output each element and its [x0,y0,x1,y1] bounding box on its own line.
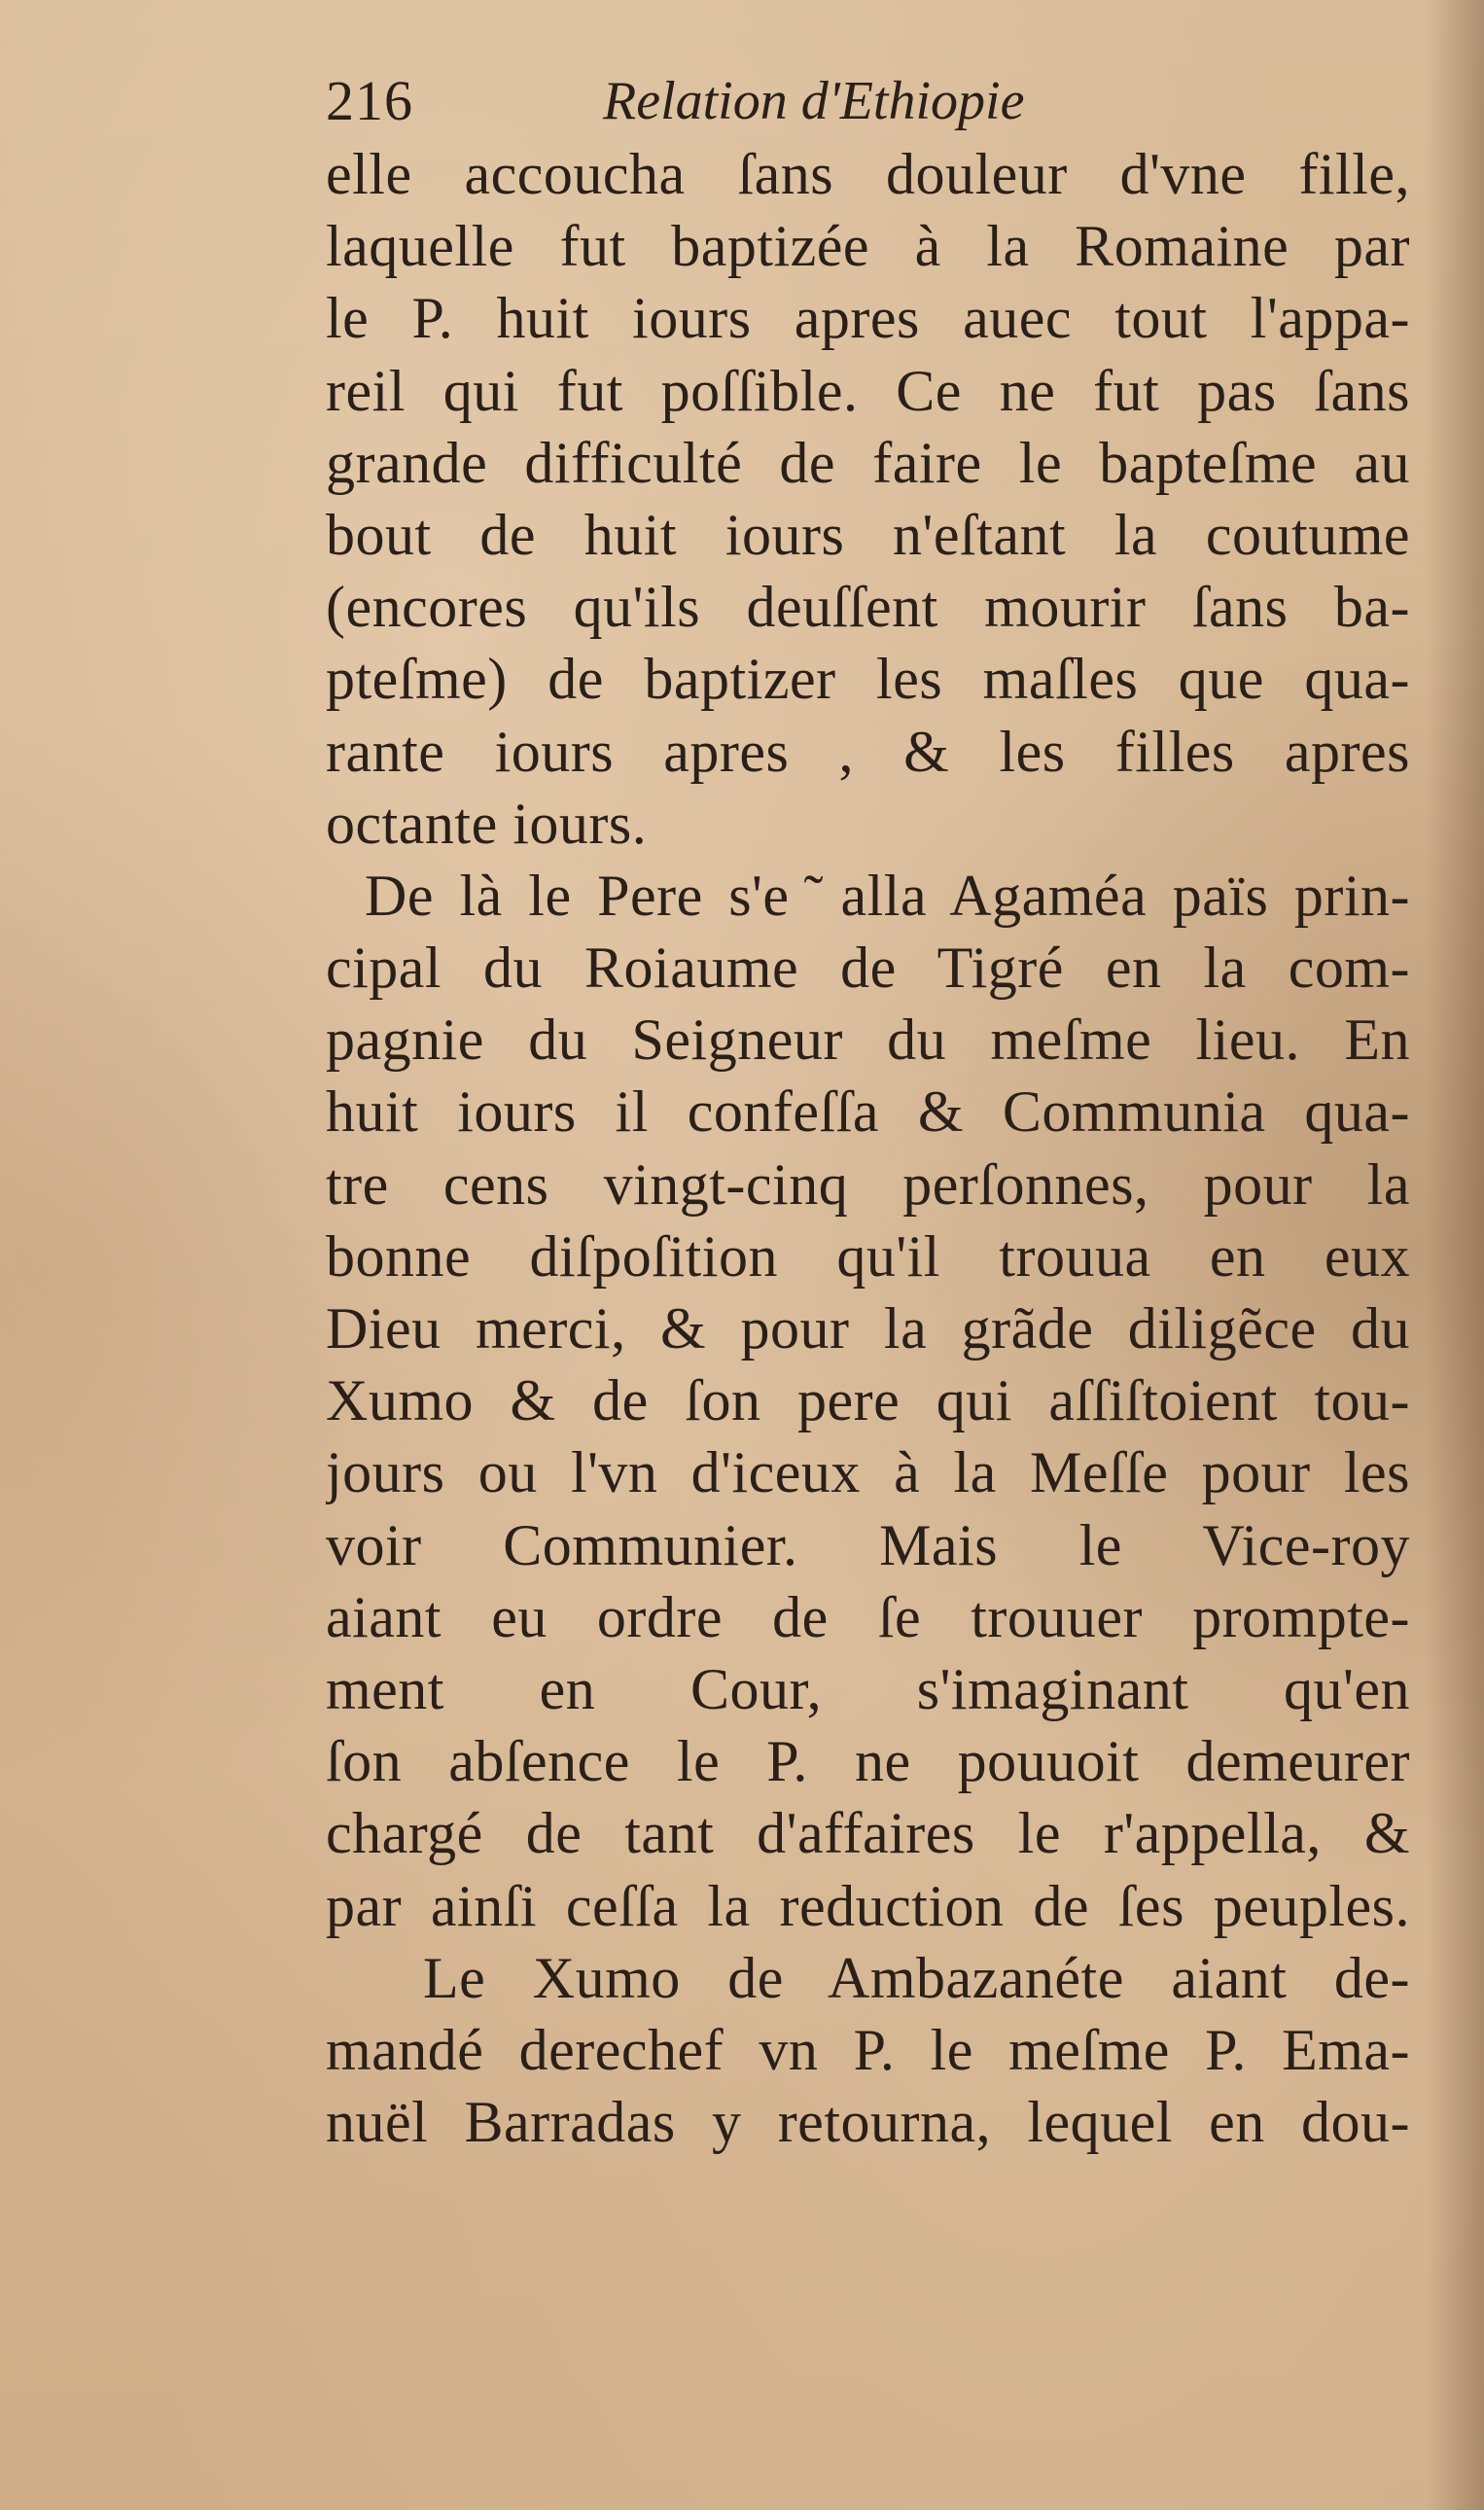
text-line: par ainſi ceſſa la reduction de ſes peuples. [326,1873,1410,1938]
page-header [326,58,1405,146]
text-line: voir Communier. Mais le Vice-roy [326,1512,1410,1577]
running-title: Relation d'Ethiopie [603,71,1025,131]
text-line: octante iours. [326,791,648,856]
text-line: pteſme) de baptizer les maſles que qua- [326,647,1410,712]
text-line: ſon abſence le P. ne pouuoit demeurer [326,1729,1410,1794]
text-line: (encores qu'ils deuſſent mourir ſans ba- [326,575,1410,640]
text-line: rante iours apres , & les filles apres [326,719,1410,784]
text-line: reil qui fut poſſible. Ce ne fut pas ſans [326,358,1410,423]
text-line: laquelle fut baptizée à la Romaine par [326,214,1410,279]
page-number: 216 [326,69,413,132]
text-line: huit iours il confeſſa & Communia qua- [326,1079,1410,1145]
text-line: elle accoucha ſans douleur d'vne fille, [326,142,1410,206]
text-line: aiant eu ordre de ſe trouuer prompte- [326,1584,1410,1649]
text-line: cipal du Roiaume de Tigré en la com- [326,936,1410,1001]
text-line: bout de huit iours n'eſtant la coutume [326,502,1410,567]
text-line: bonne diſpoſition qu'il trouua en eux [326,1223,1410,1289]
text-line: Xumo & de ſon pere qui aſſiſtoient tou- [326,1368,1410,1433]
text-line: Dieu merci, & pour la grãde diligẽce du [326,1296,1410,1361]
page-edge-shadow [1426,0,1484,2510]
text-line: Le Xumo de Ambazanéte aiant de- [423,1945,1410,2010]
text-line: jours ou l'vn d'iceux à la Meſſe pour les [326,1440,1410,1505]
body-text [326,138,1410,2158]
text-line: le P. huit iours apres auec tout l'appa- [326,286,1410,351]
text-line: tre cens vingt-cinq perſonnes, pour la [326,1151,1410,1217]
text-line: De là le Pere s'e ̃ alla Agaméa païs prin- [365,863,1410,928]
text-line: mandé derechef vn P. le meſme P. Ema- [326,2017,1410,2082]
text-line: ment en Cour, s'imaginant qu'en [326,1656,1410,1721]
text-line: chargé de tant d'affaires le r'appella, & [326,1801,1410,1866]
text-line: grande difficulté de faire le bapteſme au [326,430,1410,495]
text-line: pagnie du Seigneur du meſme lieu. En [326,1008,1410,1073]
text-line: nuël Barradas y retourna, lequel en dou- [326,2090,1410,2155]
